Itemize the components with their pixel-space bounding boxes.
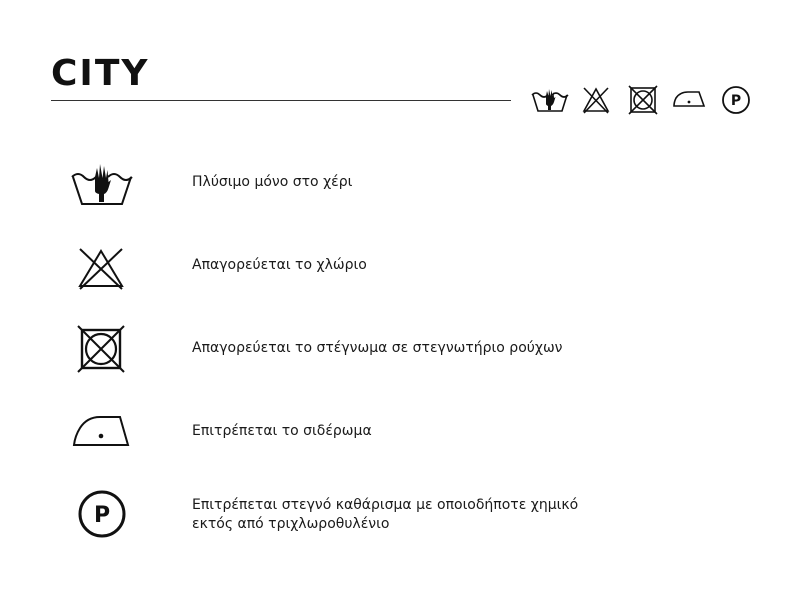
no-bleach-icon [76, 245, 126, 291]
svg-text:P: P [93, 503, 111, 528]
iron-low-icon [72, 412, 130, 450]
instruction-text-iron: Επιτρέπεται το σιδέρωμα [192, 423, 372, 439]
dry-clean-p-icon [77, 489, 127, 539]
page-title: CITY [51, 53, 150, 94]
instruction-text-hand-wash: Πλύσιμο μόνο στο χέρι [192, 174, 353, 190]
hand-wash-icon [70, 160, 134, 208]
no-bleach-icon [581, 84, 611, 116]
title-divider [51, 100, 511, 101]
no-tumble-dry-icon [628, 84, 658, 116]
no-tumble-dry-icon [76, 324, 126, 374]
hand-wash-icon [530, 84, 570, 116]
iron-low-icon [672, 84, 706, 116]
instruction-text-no-tumble-dry: Απαγορεύεται το στέγνωμα σε στεγνωτήριο ρούχων [192, 340, 563, 356]
care-icon-strip [530, 84, 754, 116]
instruction-text-dry-clean: Επιτρέπεται στεγνό καθάρισμα με οποιοδήποτε χημικό εκτός από τριχλωροθυλένιο [192, 497, 579, 532]
instruction-text-no-bleach: Απαγορεύεται το χλώριο [192, 257, 367, 273]
svg-text:P: P [730, 93, 742, 109]
dry-clean-p-icon [721, 84, 753, 116]
